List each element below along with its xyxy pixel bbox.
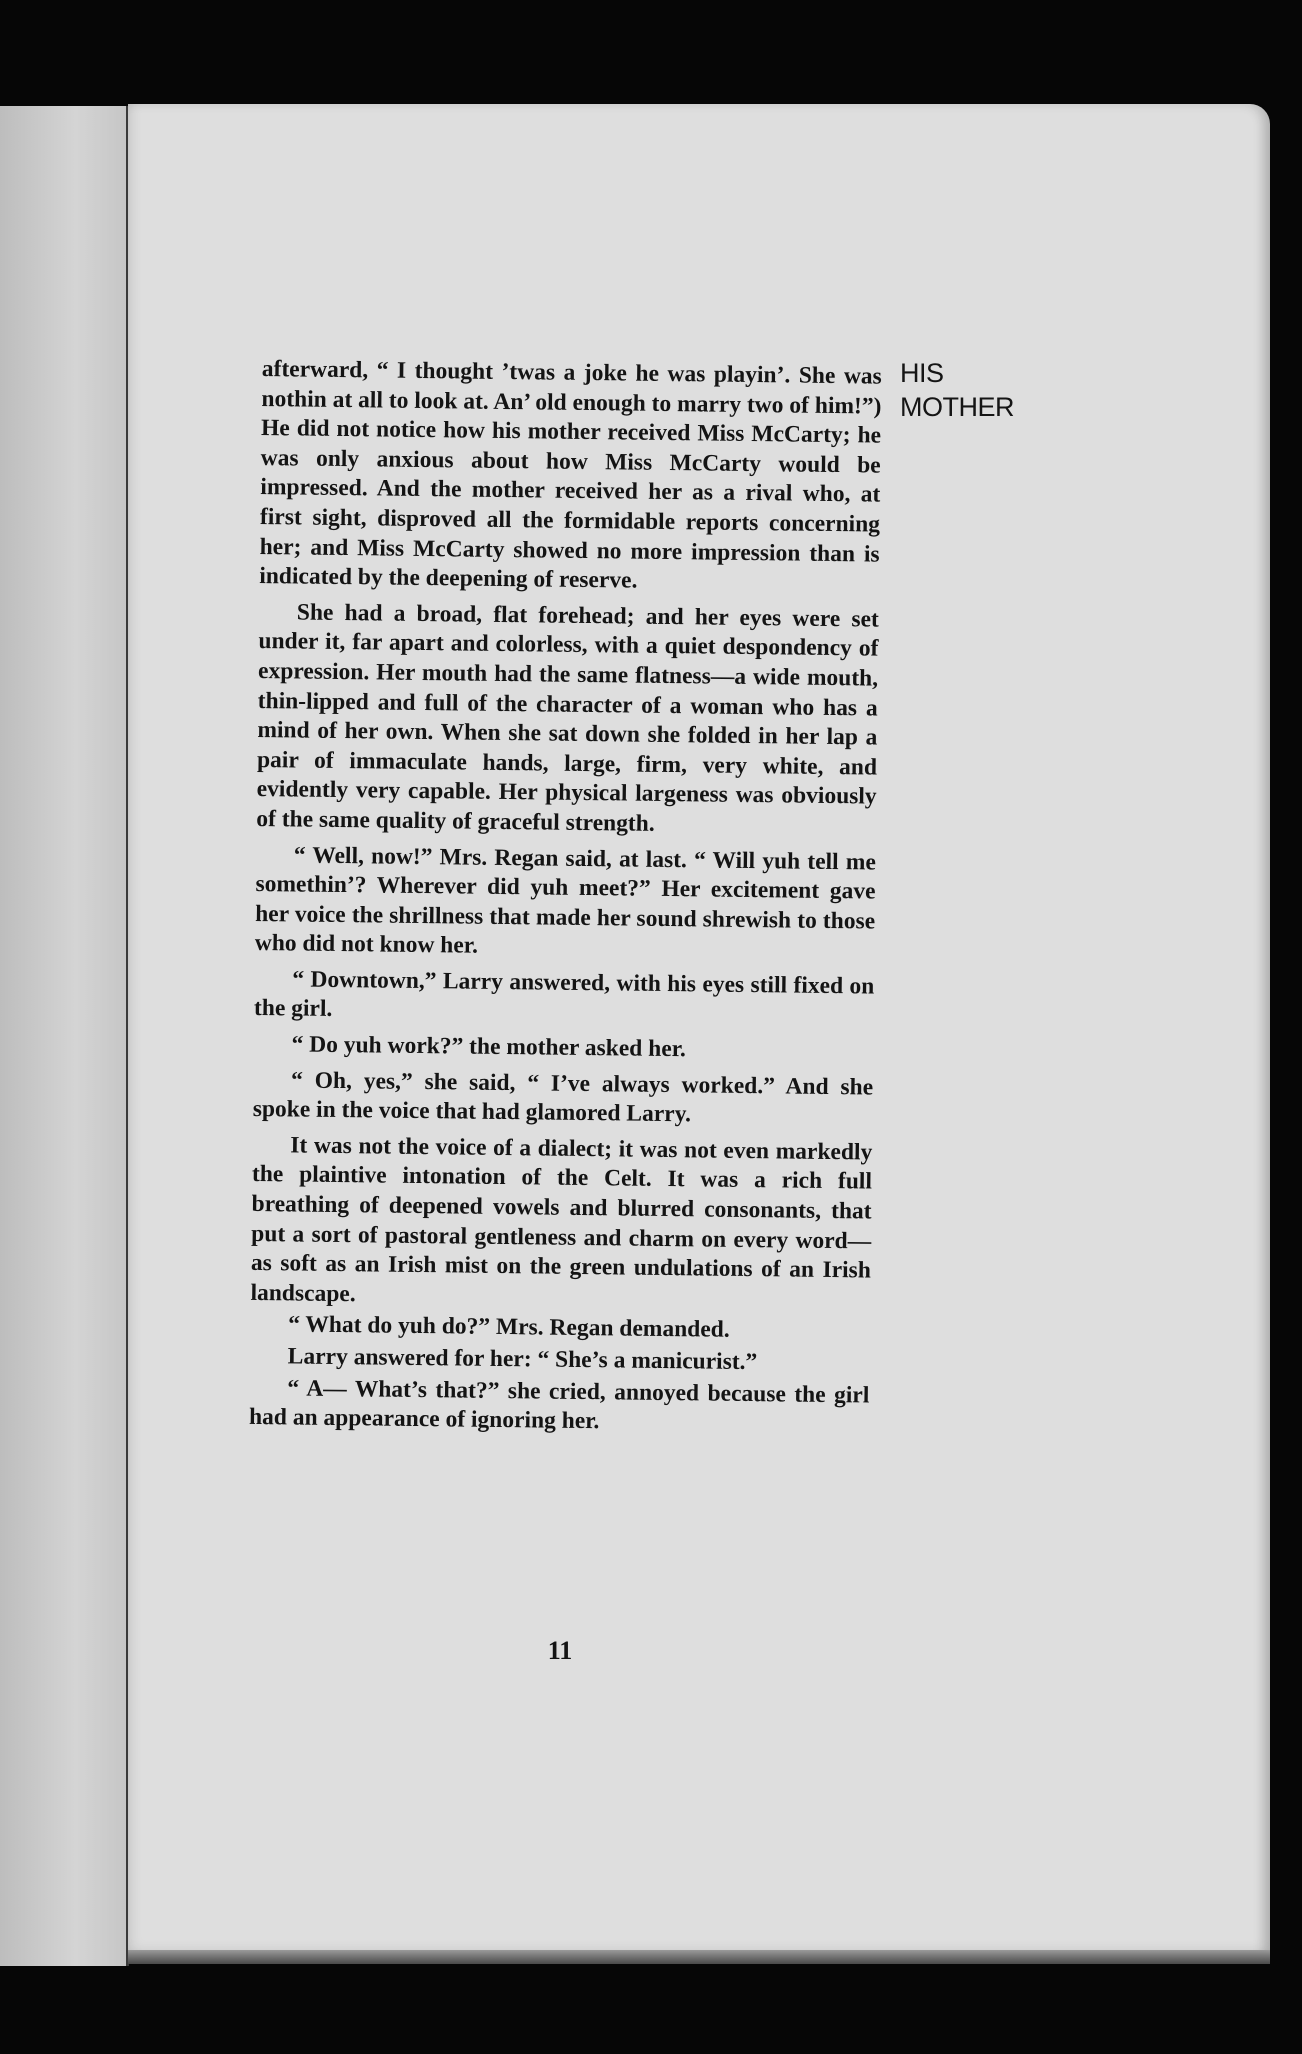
paragraph-1: afterward, “ I thought ’twas a joke he was playin’. She was nothin at all to look at. An’ old enough to marry two of him!”) He did not notice how his mother received Miss McCarty; he was only anxious about how Miss McCarty would be impressed. And the mother received her as a rival who, at first sight, disproved all the formidable reports concerning her; and Miss McCarty showed no more impression than is indicated by the deepening of reserve.	[259, 355, 882, 594]
paragraph-5: “ Do yuh work?” the mother asked her.	[291, 1031, 687, 1063]
page-bottom-edge	[128, 1950, 1270, 1964]
paragraph-3: “ Well, now!” Mrs. Regan said, at last. “ Will yuh tell me somethin’? Wherever did yuh meet?” Her excitement gave her voice the shrillness that made her sound shrewish to those who did not know her.	[254, 841, 877, 959]
paragraph-7: It was not the voice of a dialect; it was not even markedly the plaintive intonation of the Celt. It was a rich full breathing of deepened vowels and blurred consonants, that put a sort of pastoral gentleness and charm on every word—as soft as an Irish mist on the green undulations of an Irish landscape.	[250, 1132, 873, 1308]
body-text	[249, 355, 882, 1440]
paragraph-6: “ Oh, yes,” she said, “ I’ve always worked.” And she spoke in the voice that had glamored Larry.	[252, 1067, 874, 1128]
side-heading-line-2: MOTHER	[900, 392, 1014, 422]
paragraph-8: “ What do yuh do?” Mrs. Regan demanded.	[287, 1311, 730, 1344]
paragraph-10: “ A— What’s that?” she cried, annoyed because the girl had an appearance of ignoring her.	[248, 1374, 870, 1435]
left-page-edge	[0, 106, 129, 1966]
paragraph-9: Larry answered for her: “ She’s a manicurist.”	[287, 1343, 758, 1376]
running-side-heading	[900, 356, 1014, 424]
page-number: 11	[547, 1636, 573, 1665]
paragraph-2: She had a broad, flat forehead; and her eyes were set under it, far apart and colorless, with a quiet despondency of expression. Her mouth had the same flatness—a wide mouth, thin-lipped and full of the character of a woman who has a mind of her own. When she sat down she folded in her lap a pair of immaculate hands, large, firm, very white, and evidently very capable. Her physical largeness was obviously of the same quality of graceful strength.	[256, 599, 879, 837]
paragraph-4: “ Downtown,” Larry answered, with his eyes still fixed on the girl.	[253, 966, 875, 1023]
side-heading-line-1: HIS	[900, 358, 944, 388]
